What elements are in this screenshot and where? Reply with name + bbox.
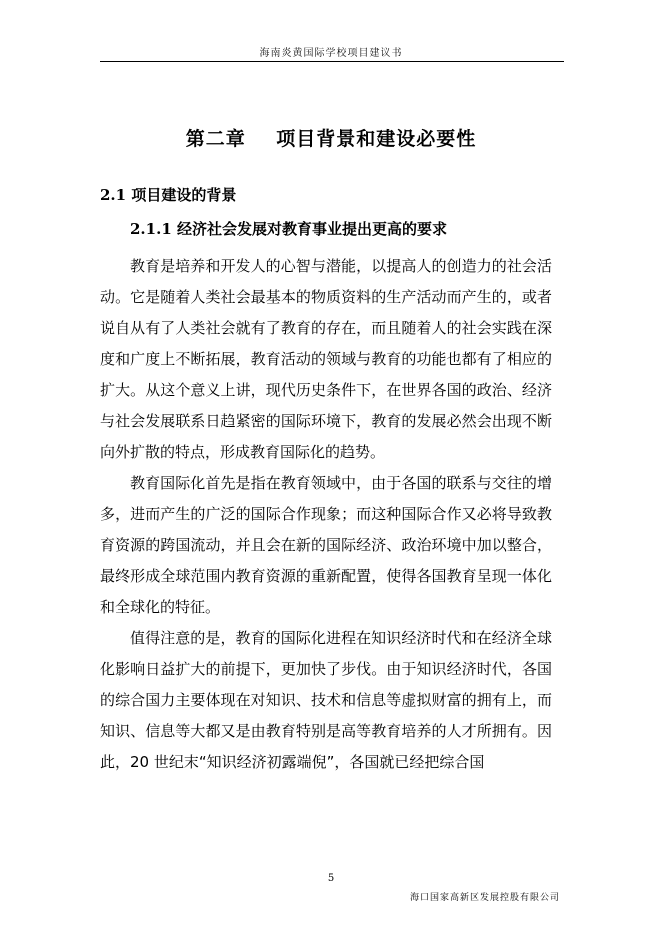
running-header: 海南炎黄国际学校项目建议书 bbox=[259, 48, 403, 59]
section-heading: 2.1 项目建设的背景 bbox=[100, 186, 237, 204]
paragraph-2: 教育国际化首先是指在教育领域中，由于各国的联系与交往的增多，进而产生的广泛的国际合作现象；而这种国际合作又必将导致教育资源的跨国流动，并且会在新的国际经济、政治环境中加以整合，最终形成全球范围内教育资源的重新配置，使得各国教育呈现一体化和全球化的特征。 bbox=[100, 474, 552, 616]
subsection-heading: 2.1.1 经济社会发展对教育事业提出更高的要求 bbox=[130, 220, 447, 238]
header-rule bbox=[100, 61, 564, 62]
chapter-title: 第二章 项目背景和建设必要性 bbox=[185, 128, 477, 150]
page-number: 5 bbox=[327, 873, 335, 884]
footer-company: 海口国家高新区发展控股有限公司 bbox=[409, 893, 560, 903]
body-text bbox=[100, 251, 552, 778]
paragraph-1: 教育是培养和开发人的心智与潜能，以提高人的创造力的社会活动。它是随着人类社会最基本的物质资料的生产活动而产生的，或者说自从有了人类社会就有了教育的存在，而且随着人的社会实践在深度和广度上不断拓展，教育活动的领域与教育的功能也都有了相应的扩大。从这个意义上讲，现代历史条件下，在世界各国的政治、经济与社会发展联系日趋紧密的国际环境下，教育的发展必然会出现不断向外扩散的特点，形成教育国际化的趋势。 bbox=[100, 257, 552, 461]
paragraph-3: 值得注意的是，教育的国际化进程在知识经济时代和在经济全球化影响日益扩大的前提下，更加快了步伐。由于知识经济时代，各国的综合国力主要体现在对知识、技术和信息等虚拟财富的拥有上，而知识、信息等大都又是由教育特别是高等教育培养的人才所拥有。因此，20 世纪末“知识经济初露端倪”，各国就已经把综合国 bbox=[100, 629, 552, 771]
